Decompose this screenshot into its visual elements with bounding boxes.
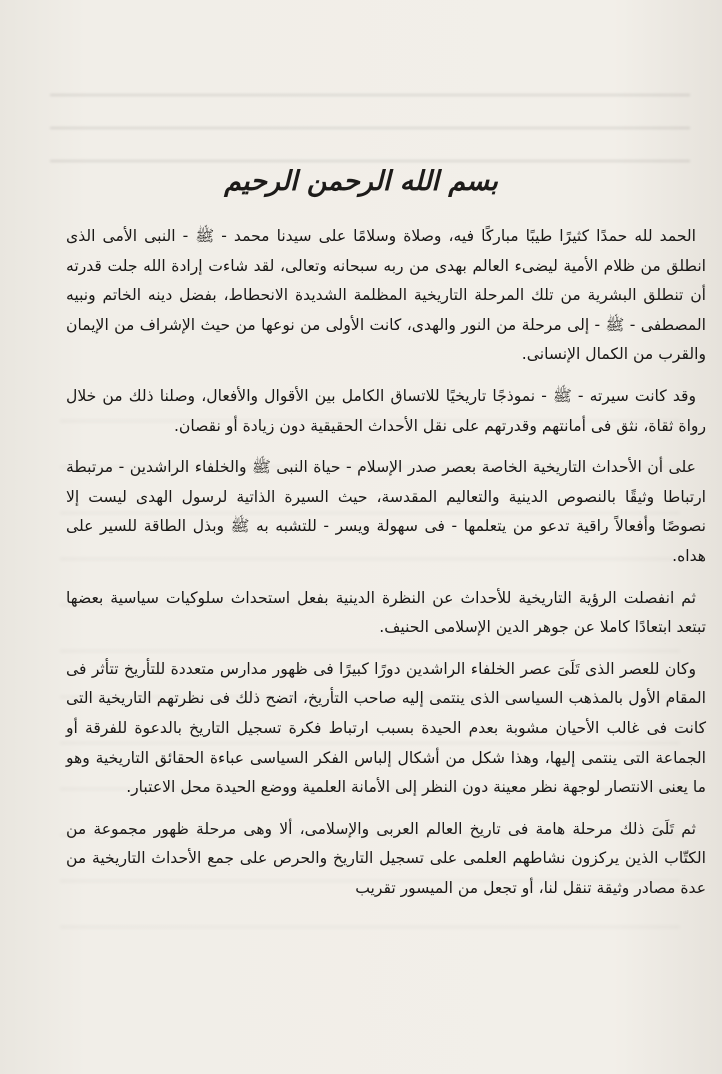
paragraph-3: على أن الأحداث التاريخية الخاصة بعصر صدر الإسلام - حياة النبى ﷺ والخلفاء الراشدين - مرتبطة ارتباطا وثيقًا بالنصوص الدينية والتعاليم المقدسة، حيث السيرة الذاتية لرسول الهدى ليست إلا نصوصًا وأفعالاً راقية تدعو من يتعلمها - فى سهولة ويسر - للتشبه به ﷺ وبذل الطاقة للسير على هداه. [66,458,706,565]
basmala-heading: بسم الله الرحمن الرحيم [224,166,498,197]
paragraph-4: ثم انفصلت الرؤية التاريخية للأحداث عن النظرة الدينية بفعل استحداث سلوكيات سياسية بعضها تبتعد ابتعادًا كاملا عن جوهر الدين الإسلامى الحنيف. [66,588,706,637]
body-text [66,222,706,903]
paragraph-1: الحمد لله حمدًا كثيرًا طيبًا مباركًا فيه، وصلاة وسلامًا على سيدنا محمد - ﷺ - النبى الأمى الذى انطلق من ظلام الأمية ليضىء العالم بهدى من ربه سبحانه وتعالى، لقد شاءت إرادة الله جلت قدرته أن تنطلق البشرية من تلك المرحلة التاريخية المظلمة الشديدة الانحطاط، بفضل دينه الخاتم ونبيه المصطفى - ﷺ - إلى مرحلة من النور والهدى، كانت الأولى من نوعها من حيث الإشراف من الإيمان والقرب من الكمال الإنسانى. [66,227,706,364]
paragraph-2: وقد كانت سيرته - ﷺ - نموذجًا تاريخيًا للاتساق الكامل بين الأقوال والأفعال، وصلنا ذلك من خلال رواة ثقاة، نثق فى أمانتهم وقدرتهم على نقل الأحداث الحقيقية دون زيادة أو نقصان. [66,386,706,435]
paragraph-5: وكان للعصر الذى تَلَىَ عصر الخلفاء الراشدين دورًا كبيرًا فى ظهور مدارس متعددة للتأريخ تتأثر فى المقام الأول بالمذهب السياسى الذى ينتمى إليه صاحب التأريخ، اتضح ذلك فى نظرتهم التاريخية التى كانت فى غالب الأحيان مشوبة بعدم الحيدة بسبب ارتباط فكرة تسجيل التاريخ بالدعوة للفرقة أو الجماعة التى ينتمى إليها، وهذا شكل من أشكال إلباس الفكر السياسى عباءة الحقائق التاريخية وهو ما يعنى الانتصار لوجهة نظر معينة دون النظر إلى الأمانة العلمية ووضع الحيدة محل الاعتبار. [66,659,706,797]
paragraph-6: ثم تَلَىَ ذلك مرحلة هامة فى تاريخ العالم العربى والإسلامى، ألا وهى مرحلة ظهور مجموعة من الكتّاب الذين يركزون نشاطهم العلمى على تسجيل التاريخ والحرص على جمع الأحداث التاريخية من عدة مصادر وثيقة تنقل لنا، أو تجعل من الميسور تقريب [66,819,706,897]
